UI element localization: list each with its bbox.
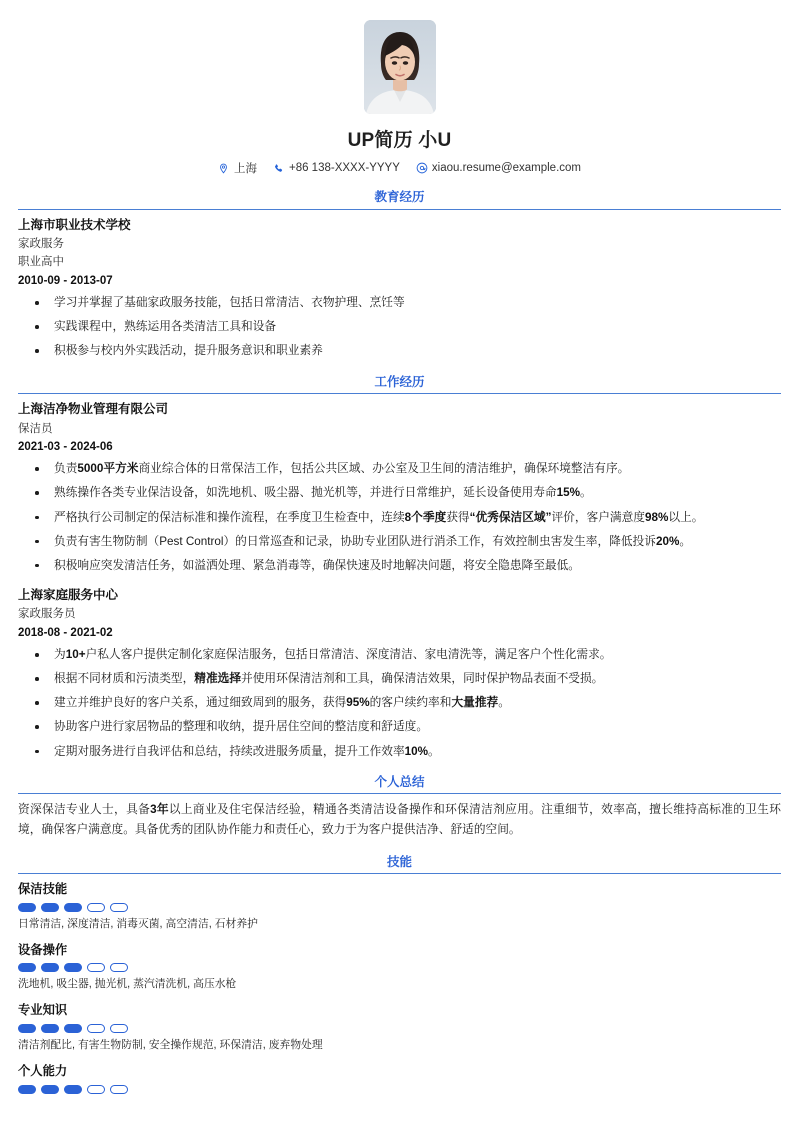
skill-rating (18, 1024, 781, 1033)
skill-items: 清洁剂配比, 有害生物防制, 安全操作规范, 环保清洁, 废弃物处理 (18, 1038, 323, 1051)
skill-name: 保洁技能 (18, 882, 68, 897)
skill-rating (18, 903, 781, 912)
list-item: 熟练操作各类专业保洁设备，如洗地机、吸尘器、抛光机等，并进行日常维护，延长设备使用寿命15%。 (18, 484, 781, 502)
work-role: 家政服务员 (18, 608, 76, 621)
contact-line (18, 160, 781, 176)
skill-block (18, 941, 781, 993)
rating-pip-empty (87, 1085, 105, 1094)
rating-pip-empty (110, 1024, 128, 1033)
education-bullet-list (18, 294, 781, 360)
education-degree: 职业高中 (18, 256, 64, 269)
rating-pip-filled (18, 903, 36, 912)
rating-pip-filled (41, 963, 59, 972)
skill-name: 设备操作 (18, 942, 68, 957)
section-title-summary: 个人总结 (374, 774, 425, 789)
skill-block (18, 880, 781, 932)
skill-name: 专业知识 (18, 1003, 68, 1018)
section-divider (18, 793, 781, 794)
contact-location (218, 160, 257, 176)
contact-location-text: 上海 (233, 163, 257, 175)
section-work (18, 375, 781, 761)
rating-pip-filled (41, 1024, 59, 1033)
rating-pip-empty (87, 903, 105, 912)
rating-pip-empty (110, 1085, 128, 1094)
list-item: 积极响应突发清洁任务，如溢洒处理、紧急消毒等，确保快速及时地解决问题，将安全隐患降至最低。 (18, 557, 781, 575)
contact-phone-text: +86 138-XXXX-YYYY (288, 162, 400, 174)
rating-pip-filled (64, 1085, 82, 1094)
work-date: 2018-08 - 2021-02 (18, 626, 113, 639)
rating-pip-empty (110, 903, 128, 912)
list-item: 严格执行公司制定的保洁标准和操作流程，在季度卫生检查中，连续8个季度获得“优秀保洁区域”评价，客户满意度98%以上。 (18, 509, 781, 527)
list-item: 为10+户私人客户提供定制化家庭保洁服务，包括日常清洁、深度清洁、家电清洗等，满足客户个性化需求。 (18, 646, 781, 664)
section-summary (18, 775, 781, 841)
work-bullet-list (18, 460, 781, 575)
section-title-education: 教育经历 (374, 190, 425, 204)
rating-pip-empty (110, 963, 128, 972)
rating-pip-empty (87, 1024, 105, 1033)
rating-pip-filled (18, 1085, 36, 1094)
rating-pip-filled (18, 963, 36, 972)
education-major: 家政服务 (18, 238, 64, 250)
contact-phone (273, 162, 400, 174)
section-divider (18, 873, 781, 874)
rating-pip-filled (41, 1085, 59, 1094)
education-date: 2010-09 - 2013-07 (18, 274, 113, 287)
education-entry (18, 216, 781, 361)
list-item: 建立并维护良好的客户关系，通过细致周到的服务，获得95%的客户续约率和大量推荐。 (18, 694, 781, 712)
list-item: 积极参与校内外实践活动，提升服务意识和职业素养 (18, 342, 781, 360)
work-entry (18, 586, 781, 761)
work-company: 上海家庭服务中心 (18, 587, 119, 602)
list-item: 实践课程中，熟练运用各类清洁工具和设备 (18, 318, 781, 336)
rating-pip-filled (64, 963, 82, 972)
contact-email-text: xiaou.resume@example.com (431, 162, 582, 174)
list-item: 定期对服务进行自我评估和总结，持续改进服务质量，提升工作效率10%。 (18, 743, 781, 761)
section-education (18, 190, 781, 361)
resume-header (18, 14, 781, 176)
portrait-photo (364, 20, 436, 114)
phone-icon (273, 162, 285, 174)
work-company: 上海洁净物业管理有限公司 (18, 402, 169, 417)
rating-pip-filled (41, 903, 59, 912)
summary-text: 资深保洁专业人士，具备3年以上商业及住宅保洁经验，精通各类清洁设备操作和环保清洁剂应用。注重细节，效率高，擅长维持高标准的卫生环境，确保客户满意度。具备优秀的团队协作能力和责任心，致力于为客户提供洁净、舒适的空间。 (18, 803, 781, 837)
photo-wrapper (18, 20, 781, 114)
section-title-skills: 技能 (386, 854, 412, 869)
list-item: 负责5000平方米商业综合体的日常保洁工作，包括公共区域、办公室及卫生间的清洁维护，确保环境整洁有序。 (18, 460, 781, 478)
list-item: 根据不同材质和污渍类型，精准选择并使用环保清洁剂和工具，确保清洁效果，同时保护物品表面不受损。 (18, 670, 781, 688)
skill-block (18, 1001, 781, 1053)
skill-name: 个人能力 (18, 1064, 68, 1079)
email-at-icon (416, 162, 428, 174)
work-bullet-list (18, 646, 781, 761)
contact-email (416, 162, 581, 174)
rating-pip-filled (18, 1024, 36, 1033)
skill-rating (18, 963, 781, 972)
skill-items: 日常清洁, 深度清洁, 消毒灭菌, 高空清洁, 石材养护 (18, 917, 258, 930)
skill-block (18, 1062, 781, 1093)
rating-pip-filled (64, 903, 82, 912)
section-skills (18, 855, 781, 1094)
section-divider (18, 209, 781, 210)
education-school: 上海市职业技术学校 (18, 217, 131, 232)
rating-pip-filled (64, 1024, 82, 1033)
section-divider (18, 393, 781, 394)
list-item: 负责有害生物防制（Pest Control）的日常巡查和记录，协助专业团队进行消杀工作，有效控制虫害发生率，降低投诉20%。 (18, 533, 781, 551)
list-item: 协助客户进行家居物品的整理和收纳，提升居住空间的整洁度和舒适度。 (18, 718, 781, 736)
work-entry (18, 400, 781, 575)
section-title-work: 工作经历 (374, 374, 425, 389)
work-date: 2021-03 - 2024-06 (18, 440, 113, 453)
page-title: UP简历 小U (347, 130, 452, 151)
location-pin-icon (218, 162, 230, 174)
rating-pip-empty (87, 963, 105, 972)
skill-items: 洗地机, 吸尘器, 抛光机, 蒸汽清洗机, 高压水枪 (18, 978, 237, 991)
list-item: 学习并掌握了基础家政服务技能，包括日常清洁、衣物护理、烹饪等 (18, 294, 781, 312)
work-role: 保洁员 (18, 422, 53, 435)
skill-rating (18, 1085, 781, 1094)
